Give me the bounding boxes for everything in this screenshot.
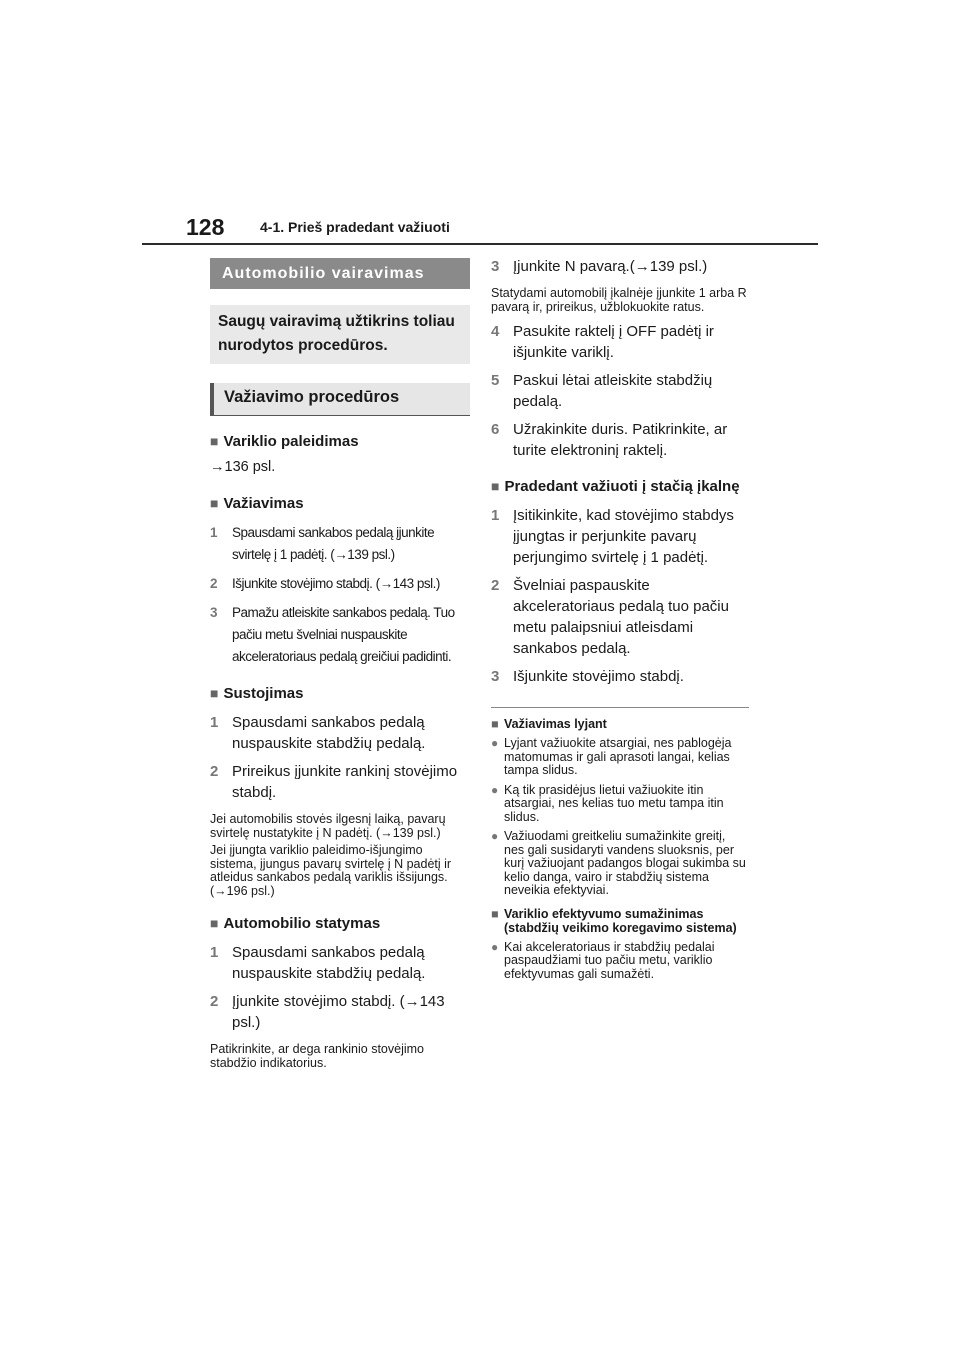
- parking-step: 4 Pasukite raktelį į OFF padėtį ir išjunkite variklį.: [491, 323, 714, 361]
- driving-step: 1 Spausdami sankabos pedalą įjunkite svirtelę į 1 padėtį. (→139 psl.): [210, 525, 435, 562]
- square-bullet-icon: ■: [210, 685, 219, 701]
- right-column: [491, 256, 749, 981]
- square-bullet-icon: ■: [210, 495, 219, 511]
- engine-start-ref[interactable]: →136 psl.: [210, 459, 276, 475]
- square-bullet-icon: ■: [491, 478, 500, 494]
- uphill-step: 2 Švelniai paspauskite akceleratoriaus pedalą tuo pačiu metu palaipsniui atleisdami sankabos pedalą.: [491, 577, 729, 657]
- parking-uphill-note: Statydami automobilį įkalnėje įjunkite 1 arba R pavarą ir, prireikus, užblokuokite ratus.: [491, 286, 747, 314]
- intro-box: Saugų vairavimą užtikrins toliau nurodytos procedūros.: [210, 305, 470, 364]
- uphill-heading: ■ Pradedant važiuoti į stačią įkalnę: [491, 478, 740, 495]
- parking-note: Patikrinkite, ar dega rankinio stovėjimo stabdžio indikatorius.: [210, 1042, 424, 1070]
- stopping-note: Jei įjungta variklio paleidimo-išjungimo sistema, įjungus pavarų svirtelę į N padėtį ir atleidus sankabos pedalą variklis išsijungs. (→196 psl.): [210, 843, 452, 898]
- circle-bullet-icon: ●: [491, 939, 499, 954]
- rain-bullet: ● Lyjant važiuokite atsargiai, nes pablogėja matomumas ir gali aprasoti langai, kelias tampa slidus.: [491, 736, 732, 777]
- driving-heading: ■ Važiavimas: [210, 495, 304, 512]
- stopping-step: 2 Prireikus įjunkite rankinį stovėjimo stabdį.: [210, 763, 458, 801]
- circle-bullet-icon: ●: [491, 829, 499, 843]
- uphill-step: 3 Išjunkite stovėjimo stabdį.: [491, 668, 684, 685]
- parking-step: 6 Užrakinkite duris. Patikrinkite, ar turite elektroninį raktelį.: [491, 421, 728, 459]
- rain-bullet: ● Važiuodami greitkeliu sumažinkite greitį, nes gali susidaryti vandens sluoksnis, per kurį važiuojant padangos blogai sukimba su kelio danga, vairo ir stabdžių sistema neveikia efektyviai.: [491, 829, 746, 897]
- page-number: 128: [186, 214, 225, 240]
- rain-bullet: ● Ką tik prasidėjus lietui važiuokite itin atsargiai, nes kelias tuo metu tampa itin slidus.: [491, 782, 724, 824]
- chapter-title: 4-1. Prieš pradedant važiuoti: [260, 219, 450, 235]
- stopping-heading: ■ Sustojimas: [210, 685, 304, 702]
- stopping-step: 1 Spausdami sankabos pedalą nuspauskite stabdžių pedalą.: [210, 714, 426, 752]
- header-rule: [142, 243, 818, 245]
- stopping-note: Jei automobilis stovės ilgesnį laiką, pavarų svirtelę nustatykite į N padėtį. (→139 psl.): [210, 812, 446, 840]
- parking-step: 1 Spausdami sankabos pedalą nuspauskite stabdžių pedalą.: [210, 944, 426, 982]
- driving-step: 3 Pamažu atleiskite sankabos pedalą. Tuo pačiu metu švelniai nuspauskite akceleratoriaus pedalą greičiui padidinti.: [210, 605, 455, 664]
- uphill-step: 1 Įsitikinkite, kad stovėjimo stabdys įjungtas ir perjunkite pavarų perjungimo svirtelę į 1 padėtį.: [491, 507, 734, 566]
- left-column: [210, 258, 470, 1070]
- parking-step: 2 Įjunkite stovėjimo stabdį. (→143 psl.): [210, 993, 445, 1031]
- driving-step: 2 Išjunkite stovėjimo stabdį. (→143 psl.): [210, 576, 440, 591]
- section-divider: [491, 707, 749, 708]
- parking-step: 5 Paskui lėtai atleiskite stabdžių pedalą.: [491, 372, 713, 410]
- square-bullet-icon: ■: [491, 717, 499, 731]
- power-reduction-heading: ■ Variklio efektyvumo sumažinimas (stabdžių veikimo koregavimo sistema): [491, 906, 737, 935]
- square-bullet-icon: ■: [210, 433, 219, 449]
- square-bullet-icon: ■: [491, 906, 499, 921]
- procedures-heading: Važiavimo procedūros: [210, 383, 470, 416]
- engine-start-heading: ■ Variklio paleidimas: [210, 433, 359, 450]
- square-bullet-icon: ■: [210, 915, 219, 931]
- parking-step: 3 Įjunkite N pavarą.(→139 psl.): [491, 258, 708, 275]
- section-banner: Automobilio vairavimas: [210, 258, 470, 289]
- parking-heading: ■ Automobilio statymas: [210, 915, 381, 932]
- rain-heading: ■ Važiavimas lyjant: [491, 717, 607, 731]
- circle-bullet-icon: ●: [491, 782, 499, 797]
- circle-bullet-icon: ●: [491, 736, 499, 750]
- power-reduction-bullet: ● Kai akceleratoriaus ir stabdžių pedalai paspaudžiami tuo pačiu metu, variklio efektyvumas gali sumažėti.: [491, 939, 715, 981]
